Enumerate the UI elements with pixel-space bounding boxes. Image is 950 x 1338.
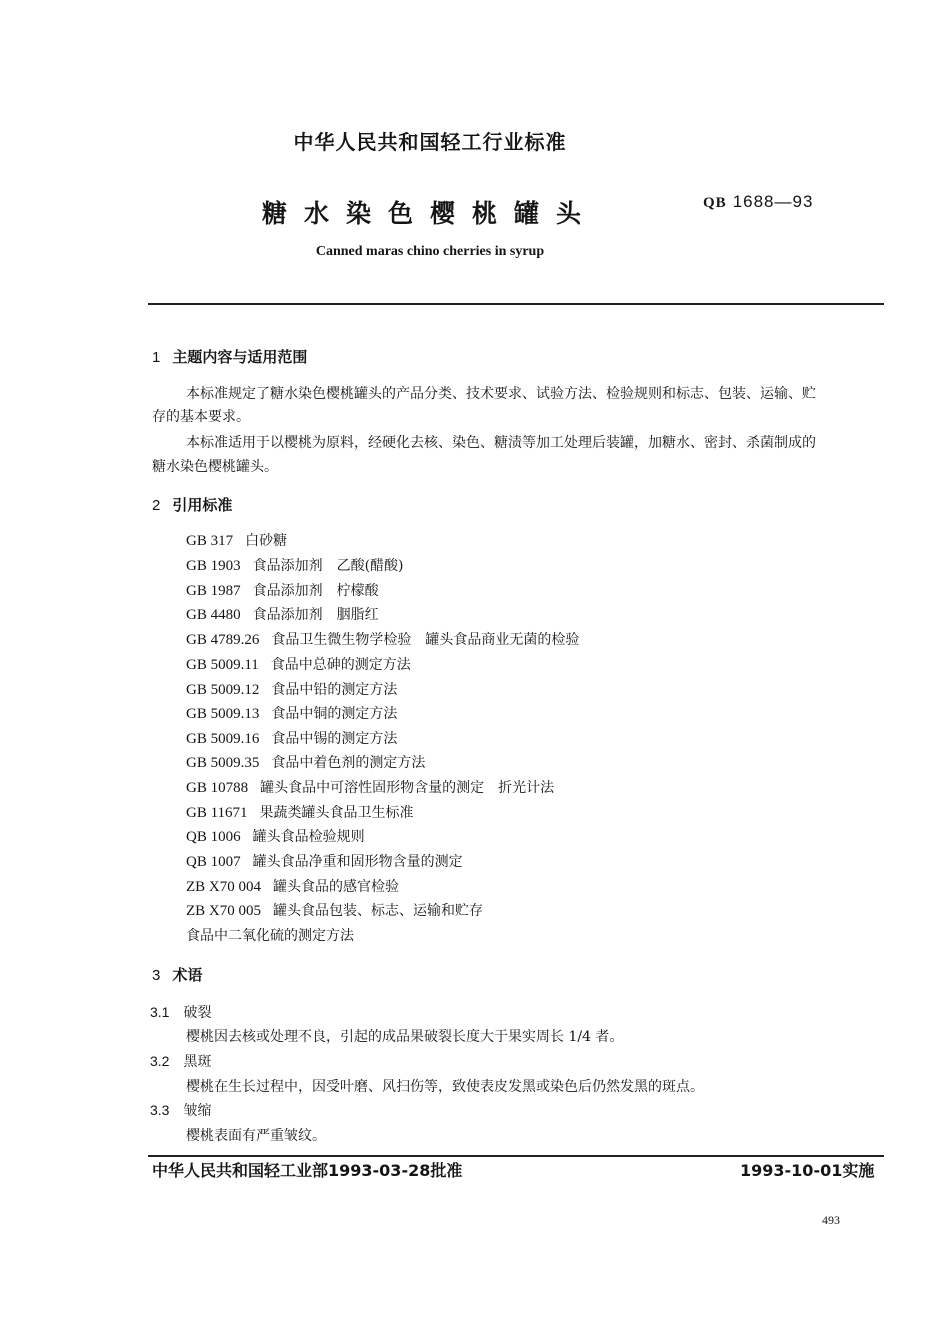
term-heading: 3.2 黑斑 (150, 1053, 212, 1070)
reference-item: GB 1903 食品添加剂 乙酸(醋酸) (186, 558, 404, 574)
reference-item: GB 4789.26 食品卫生微生物学检验 罐头食品商业无菌的检验 (186, 632, 580, 648)
standard-prefix: QB (703, 195, 727, 211)
reference-item: QB 1007 罐头食品净重和固形物含量的测定 (186, 854, 463, 870)
term-heading: 3.1 破裂 (150, 1004, 212, 1021)
standard-number (703, 192, 813, 212)
section-2-number: 2 (152, 497, 161, 514)
section-2-title: 引用标准 (172, 496, 233, 514)
term-definition: 樱桃因去核或处理不良，引起的成品果破裂长度大于果实周长 1/4 者。 (186, 1029, 624, 1045)
standard-title-chinese: 糖水染色樱桃罐头 (262, 199, 599, 228)
standard-code: 1688—93 (732, 192, 814, 211)
reference-item: ZB X70 004 罐头食品的感官检验 (186, 879, 399, 895)
section-1-heading (152, 346, 307, 367)
term-heading: 3.3 皱缩 (150, 1102, 212, 1119)
approval-info: 中华人民共和国轻工业部1993-03-28批准 (152, 1161, 463, 1180)
reference-item: ZB X70 005 罐头食品包装、标志、运输和贮存 (186, 903, 483, 919)
term-definition: 樱桃在生长过程中，因受叶磨、风扫伤等，致使表皮发黑或染色后仍然发黑的斑点。 (186, 1079, 704, 1095)
section-3-number: 3 (152, 967, 161, 984)
reference-item: GB 5009.12 食品中铅的测定方法 (186, 682, 398, 698)
reference-item: GB 10788 罐头食品中可溶性固形物含量的测定 折光计法 (186, 780, 555, 796)
standard-title-english: Canned maras chino cherries in syrup (315, 244, 545, 259)
term-definition: 樱桃表面有严重皱纹。 (186, 1128, 326, 1144)
reference-item: GB 5009.16 食品中锡的测定方法 (186, 731, 398, 747)
reference-item: GB 5009.13 食品中铜的测定方法 (186, 706, 398, 722)
footer-divider (148, 1155, 884, 1157)
reference-item: GB 4480 食品添加剂 胭脂红 (186, 607, 379, 623)
reference-item: GB 5009.11 食品中总砷的测定方法 (186, 657, 411, 673)
section-1-number: 1 (152, 349, 161, 366)
section-3-title: 术语 (172, 966, 203, 984)
section-3-heading (152, 964, 202, 985)
section-1-para-2-line-2: 糖水染色樱桃罐头。 (152, 459, 278, 475)
reference-item: GB 5009.35 食品中着色剂的测定方法 (186, 755, 426, 771)
reference-item: GB 317 白砂糖 (186, 533, 288, 549)
reference-item: GB 11671 果蔬类罐头食品卫生标准 (186, 805, 414, 821)
section-1-title: 主题内容与适用范围 (172, 348, 308, 366)
reference-item: QB 1006 罐头食品检验规则 (186, 829, 365, 845)
section-1-para-2-line-1: 本标准适用于以樱桃为原料，经硬化去核、染色、糖渍等加工处理后装罐，加糖水、密封、杀菌制成的 (186, 435, 816, 451)
section-1-para-1-line-1: 本标准规定了糖水染色樱桃罐头的产品分类、技术要求、试验方法、检验规则和标志、包装、运输、贮 (186, 386, 816, 402)
page-number: 493 (822, 1213, 840, 1227)
header-divider (148, 303, 884, 305)
reference-item: GB 1987 食品添加剂 柠檬酸 (186, 583, 379, 599)
reference-item: 食品中二氧化硫的测定方法 (186, 928, 354, 944)
section-2-heading (152, 494, 232, 515)
section-1-para-1-line-2: 存的基本要求。 (152, 409, 250, 425)
header-organization: 中华人民共和国轻工行业标准 (293, 130, 567, 154)
implementation-date: 1993-10-01实施 (740, 1161, 875, 1180)
